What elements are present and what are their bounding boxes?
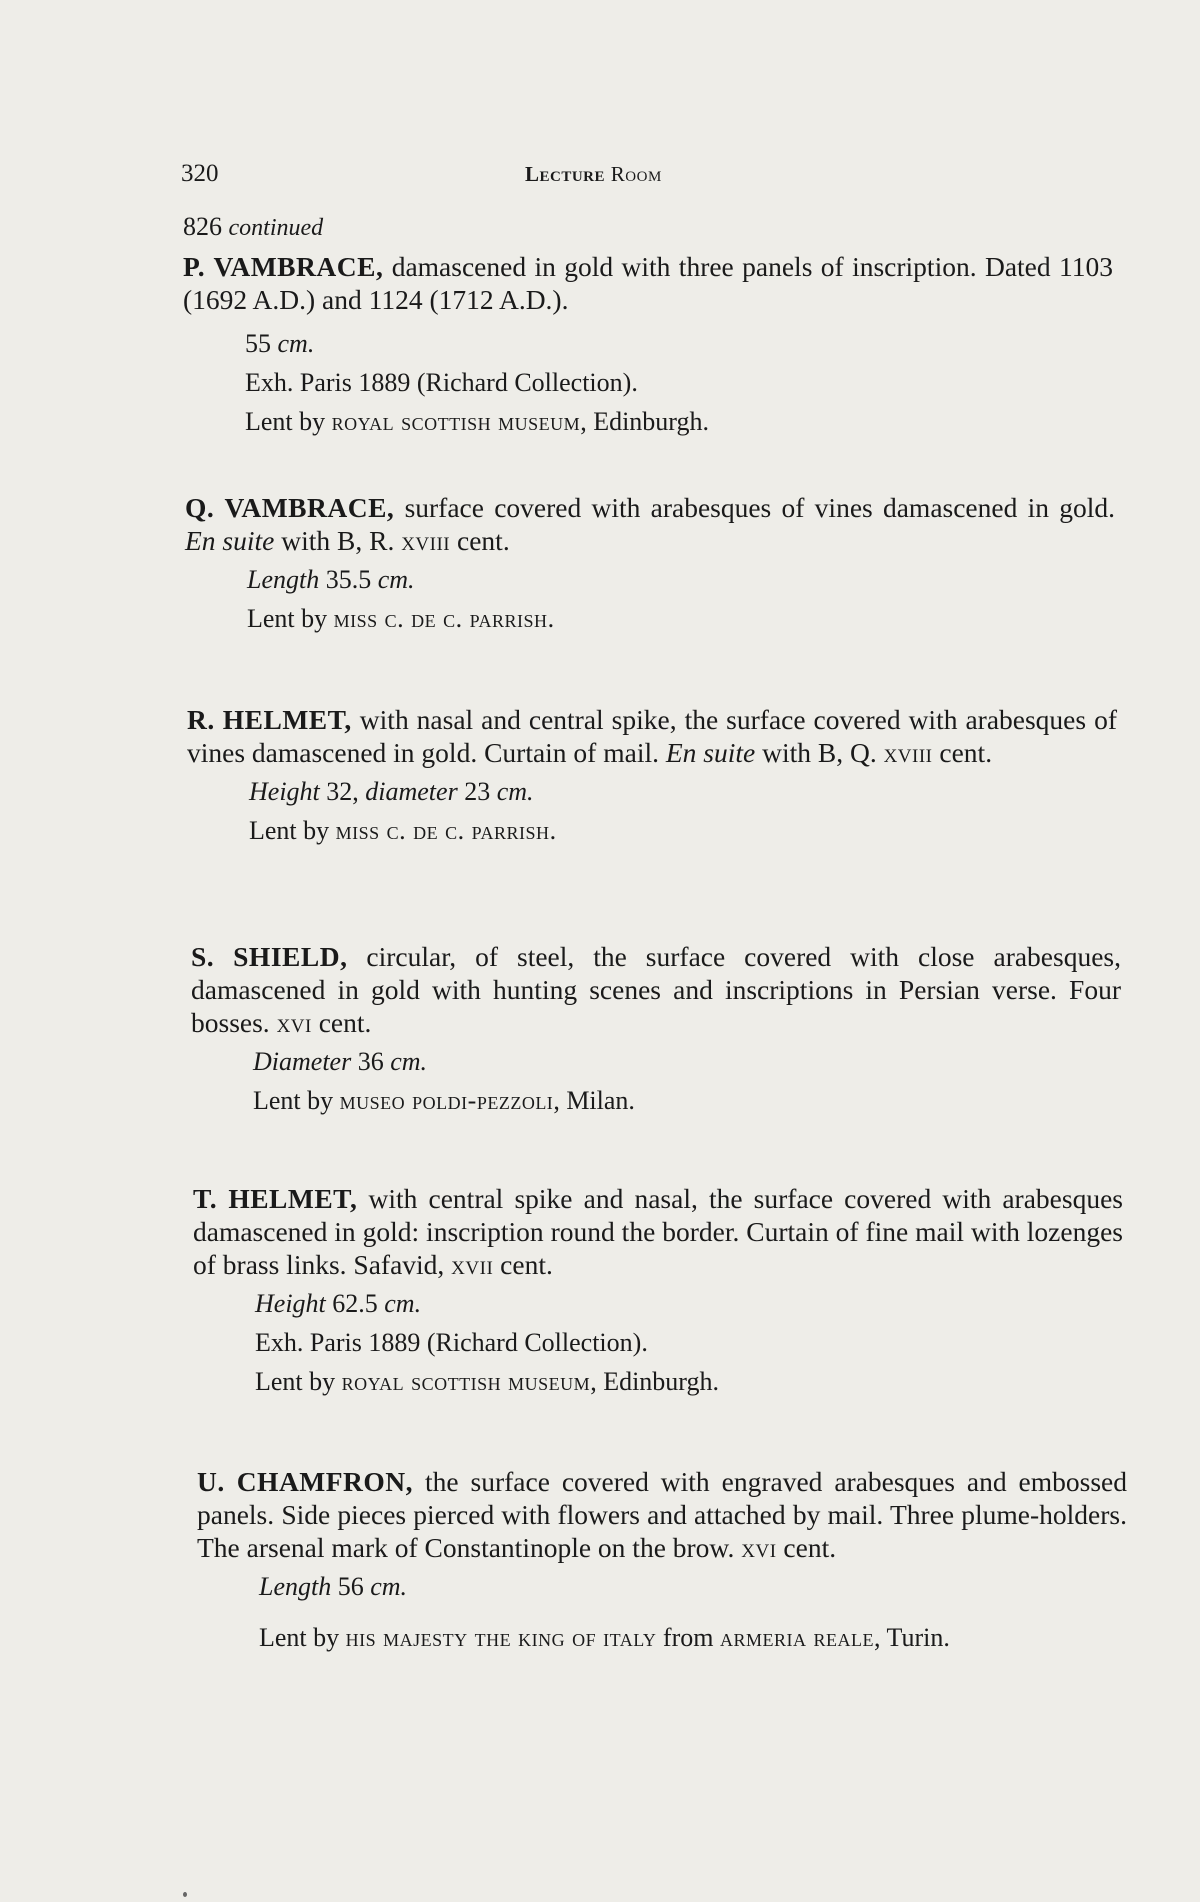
entry-title: VAMBRACE,	[213, 251, 384, 282]
measure-label: Height	[249, 777, 320, 806]
lender-line	[255, 1362, 1123, 1401]
entry-text: damascened in gold with three panels of inscription. Dated 1103 (1692 A.D.) and 1124 (1712 A.D.).	[183, 251, 1113, 315]
measure-value: 32,	[326, 777, 359, 806]
entry-text: with central spike and nasal, the surface covered with arabesques damascened in gold: inscription round the border. Curtain of fine mail with lozenges of brass links. Safavid,	[193, 1183, 1123, 1280]
measurement	[247, 560, 1115, 599]
continued-heading	[183, 212, 323, 242]
measurement	[245, 324, 1113, 363]
entry-text-c: cent.	[311, 1007, 372, 1038]
lender-line	[247, 599, 1115, 638]
en-suite: En suite	[185, 525, 275, 556]
century: xvi	[741, 1532, 777, 1563]
entry-text: with nasal and central spike, the surface covered with arabesques of vines damascened in gold. Curtain of mail.	[187, 704, 1117, 768]
century: xviii	[883, 737, 933, 768]
century: xvi	[276, 1007, 312, 1038]
measure-value-2: 23	[464, 777, 491, 806]
entry-heading	[193, 1182, 1123, 1281]
lent-prefix: Lent by	[255, 1367, 342, 1396]
lender-line	[253, 1081, 1121, 1120]
measure-label: Length	[247, 565, 320, 594]
catalogue-number: 826	[183, 212, 222, 241]
entry-text-c: cent.	[493, 1249, 553, 1280]
lender-line	[249, 811, 1117, 850]
exhibition-line: Exh. Paris 1889 (Richard Collection).	[255, 1328, 648, 1357]
measure-value: 56	[337, 1572, 364, 1601]
lent-suffix: , Edinburgh.	[590, 1367, 719, 1396]
continued-label: continued	[228, 215, 324, 241]
measure-value: 55	[245, 329, 271, 358]
entry-title: HELMET,	[228, 1183, 358, 1214]
lender-name: his majesty the king of italy	[345, 1623, 657, 1652]
lent-prefix: Lent by	[259, 1623, 346, 1652]
lent-suffix: , Edinburgh.	[580, 407, 709, 436]
lent-suffix: , Turin.	[873, 1623, 950, 1652]
lender-name: royal scottish museum	[341, 1367, 591, 1396]
measurement	[259, 1567, 1127, 1606]
lender-line	[245, 402, 1113, 441]
entry-title: VAMBRACE,	[224, 492, 395, 523]
lender-name-2: armeria reale	[719, 1623, 874, 1652]
lender-name: museo poldi-pezzoli	[339, 1086, 554, 1115]
lent-suffix: .	[549, 816, 557, 845]
measure-label-2: diameter	[365, 777, 458, 806]
measure-value: 62.5	[332, 1289, 378, 1318]
entry-text-c: cent.	[932, 737, 993, 768]
entry-text: surface covered with arabesques of vines damascened in gold.	[394, 492, 1116, 523]
entry-heading	[185, 491, 1115, 557]
entry-letter: T.	[193, 1183, 218, 1214]
lent-prefix: Lent by	[253, 1086, 340, 1115]
entry-title: CHAMFRON,	[236, 1466, 414, 1497]
lender-name: royal scottish museum	[331, 407, 581, 436]
measurement	[253, 1042, 1121, 1081]
measurement	[255, 1284, 1123, 1323]
entry-q	[185, 491, 1115, 638]
entry-letter: S.	[191, 941, 215, 972]
measure-label: Height	[255, 1289, 326, 1318]
measure-unit: cm.	[377, 565, 415, 594]
entry-u	[197, 1465, 1127, 1657]
entry-text-b: with B, Q.	[755, 737, 884, 768]
entry-text: circular, of steel, the surface covered with close arabesques, damascened in gold with hunting scenes and inscriptions in Persian verse. Four bosses.	[191, 941, 1121, 1038]
entry-letter: R.	[187, 704, 215, 735]
entry-text-b: with B, R.	[274, 525, 402, 556]
measure-value: 36	[357, 1047, 384, 1076]
century: xvii	[451, 1249, 494, 1280]
measure-unit: cm.	[370, 1572, 408, 1601]
lent-mid: from	[656, 1623, 720, 1652]
lender-line	[259, 1618, 1127, 1657]
measure-unit: cm.	[277, 329, 315, 358]
lent-prefix: Lent by	[245, 407, 332, 436]
entry-p	[183, 250, 1113, 441]
entry-text: the surface covered with engraved arabesques and embossed panels. Side pieces pierced with flowers and attached by mail. Three plume-holders. The arsenal mark of Constantinople on the brow.	[197, 1466, 1128, 1563]
measure-unit: cm.	[390, 1047, 428, 1076]
century: xviii	[401, 525, 451, 556]
measure-unit: cm.	[496, 777, 534, 806]
entry-letter: Q.	[185, 492, 215, 523]
measure-label: Diameter	[253, 1047, 352, 1076]
entry-s	[191, 940, 1121, 1120]
entry-letter: P.	[183, 251, 206, 282]
entry-heading	[187, 703, 1117, 769]
entry-text-c: cent.	[776, 1532, 837, 1563]
entry-text-c: cent.	[450, 525, 510, 556]
lender-name: miss c. de c. parrish	[333, 604, 548, 633]
entry-heading	[197, 1465, 1127, 1564]
measure-value: 35.5	[325, 565, 372, 594]
entry-heading	[191, 940, 1121, 1039]
entry-letter: U.	[197, 1466, 225, 1497]
measurement	[249, 772, 1117, 811]
entry-title: HELMET,	[222, 704, 352, 735]
paper-speck	[183, 1892, 187, 1897]
lent-suffix: , Milan.	[553, 1086, 635, 1115]
measure-unit: cm.	[384, 1289, 422, 1318]
running-head	[525, 162, 662, 187]
lent-prefix: Lent by	[249, 816, 336, 845]
running-head-rest: Room	[605, 162, 662, 186]
page-number: 320	[181, 160, 219, 187]
running-head-first: Lecture	[525, 162, 606, 186]
entry-title: SHIELD,	[233, 941, 348, 972]
lender-name: miss c. de c. parrish	[335, 816, 550, 845]
entry-r	[187, 703, 1117, 850]
measure-label: Length	[259, 1572, 332, 1601]
en-suite: En suite	[665, 737, 756, 768]
exhibition-line: Exh. Paris 1889 (Richard Collection).	[245, 368, 638, 397]
lent-suffix: .	[547, 604, 555, 633]
entry-heading	[183, 250, 1113, 316]
entry-t	[193, 1182, 1123, 1401]
lent-prefix: Lent by	[247, 604, 334, 633]
